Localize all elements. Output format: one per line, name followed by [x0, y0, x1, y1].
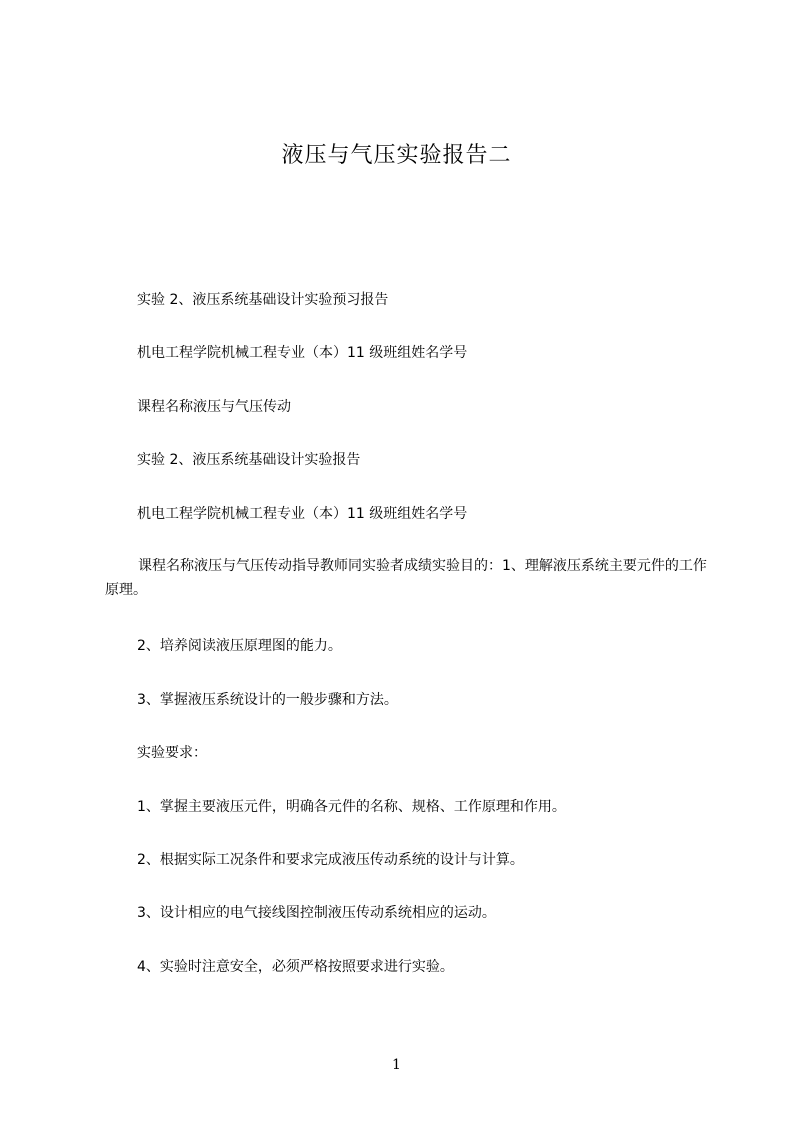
paragraph-requirement-4: 4、实验时注意安全，必须严格按照要求进行实验。	[137, 959, 454, 975]
paragraph-course-objective: 课程名称液压与气压传动指导教师同实验者成绩实验目的：1、理解液压系统主要元件的工作原理。	[105, 558, 707, 598]
page-number: 1	[392, 1057, 401, 1073]
paragraph-requirement-2: 2、根据实际工况条件和要求完成液压传动系统的设计与计算。	[137, 852, 524, 868]
paragraph-student-info: 机电工程学院机械工程专业（本）11 级班组姓名学号	[137, 345, 468, 361]
paragraph-student-info-repeat: 机电工程学院机械工程专业（本）11 级班组姓名学号	[137, 506, 468, 522]
paragraph-objective-3: 3、掌握液压系统设计的一般步骤和方法。	[137, 692, 398, 708]
document-title: 液压与气压实验报告二	[281, 143, 512, 168]
paragraph-objective-2: 2、培养阅读液压原理图的能力。	[137, 638, 342, 654]
paragraph-requirements-heading: 实验要求：	[137, 745, 207, 761]
paragraph-course-name: 课程名称液压与气压传动	[137, 399, 291, 415]
paragraph-report-title: 实验 2、液压系统基础设计实验报告	[137, 452, 361, 468]
paragraph-requirement-1: 1、掌握主要液压元件，明确各元件的名称、规格、工作原理和作用。	[137, 799, 566, 815]
paragraph-requirement-3: 3、设计相应的电气接线图控制液压传动系统相应的运动。	[137, 905, 496, 921]
paragraph-preview-report-title: 实验 2、液压系统基础设计实验预习报告	[137, 292, 389, 308]
